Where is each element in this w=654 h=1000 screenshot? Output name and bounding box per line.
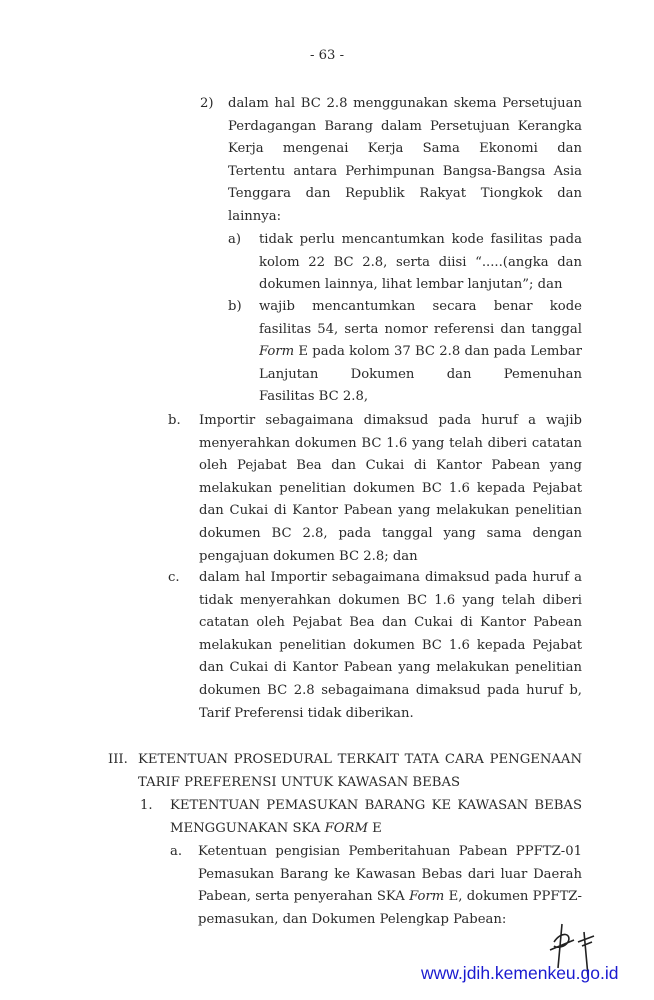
text-line: dalam hal Importir sebagaimana dimaksud pada huruf a	[199, 570, 582, 585]
page-number: - 63 -	[309, 48, 345, 63]
text-line: Lanjutan Dokumen dan Pemenuhan	[259, 366, 582, 382]
section-III	[138, 749, 582, 794]
text-line: pengajuan dokumen BC 2.8; dan	[199, 548, 418, 564]
text-line	[198, 886, 582, 909]
list-marker: a)	[228, 232, 242, 247]
italic-text: Form	[259, 344, 295, 360]
text-line: Importir sebagaimana dimaksud pada huruf a wajib	[199, 413, 582, 428]
text-line: Tertentu antara Perhimpunan Bangsa-Bangsa Asia	[228, 163, 582, 179]
text-segment: E	[367, 820, 382, 836]
text-line: dan Cukai di Kantor Pabean yang melakukan penelitian	[199, 503, 582, 519]
text-line: Kerja mengenai Kerja Sama Ekonomi dan	[228, 141, 582, 157]
text-line: dalam hal BC 2.8 menggunakan skema Persetujuan	[228, 96, 582, 111]
text-line: dokumen BC 2.8, pada tanggal yang sama dengan	[199, 525, 582, 541]
text-line: menyerahkan dokumen BC 1.6 yang telah diberi catatan	[199, 435, 582, 451]
text-line: tidak menyerahkan dokumen BC 1.6 yang telah diberi	[199, 592, 582, 608]
list-marker: 1.	[140, 798, 153, 813]
text-line: Tarif Preferensi tidak diberikan.	[199, 705, 414, 721]
text-line: catatan oleh Pejabat Bea dan Cukai di Kantor Pabean	[199, 615, 582, 631]
text-line: Fasilitas BC 2.8,	[259, 389, 369, 405]
section-III-1a	[198, 841, 582, 931]
text-line: dokumen BC 2.8 sebagaimana dimaksud pada huruf b,	[199, 682, 582, 698]
text-line: TARIF PREFERENSI UNTUK KAWASAN BEBAS	[138, 774, 461, 790]
item-2b	[259, 296, 582, 409]
text-line: wajib mencantumkan secara benar kode	[259, 299, 582, 314]
section-III-1	[170, 795, 582, 840]
text-line: oleh Pejabat Bea dan Cukai di Kantor Pabean yang	[199, 458, 582, 474]
text-line: kolom 22 BC 2.8, serta diisi “.....(angka dan	[259, 254, 582, 270]
italic-text: FORM	[324, 820, 368, 836]
text-line: lainnya:	[228, 208, 282, 224]
list-marker: 2)	[200, 96, 214, 111]
text-line: KETENTUAN PEMASUKAN BARANG KE KAWASAN BEBAS	[170, 798, 582, 813]
text-line: KETENTUAN PROSEDURAL TERKAIT TATA CARA PENGENAAN	[138, 752, 582, 767]
text-line: pemasukan, dan Dokumen Pelengkap Pabean:	[198, 911, 507, 927]
text-line: Ketentuan pengisian Pemberitahuan Pabean PPFTZ-01	[198, 844, 582, 859]
text-segment: E, dokumen PPFTZ-	[448, 889, 582, 905]
item-b	[199, 410, 582, 568]
list-marker: c.	[168, 570, 180, 585]
text-line: fasilitas 54, serta nomor referensi dan tanggal	[259, 321, 582, 337]
text-line: Tenggara dan Republik Rakyat Tiongkok dan	[228, 186, 582, 202]
list-marker: b)	[228, 299, 242, 314]
text-line: Perdagangan Barang dalam Persetujuan Kerangka	[228, 118, 582, 134]
text-line	[259, 341, 582, 364]
text-line: dokumen lainnya, lihat lembar lanjutan”; dan	[259, 277, 563, 293]
text-line: Pemasukan Barang ke Kawasan Bebas dari luar Daerah	[198, 866, 582, 882]
list-marker: III.	[108, 752, 128, 767]
item-2a	[259, 229, 582, 297]
text-line: dan Cukai di Kantor Pabean yang melakukan penelitian	[199, 660, 582, 676]
list-marker: b.	[168, 413, 181, 428]
item-2	[228, 93, 582, 229]
item-c	[199, 567, 582, 725]
text-line	[170, 818, 582, 841]
text-segment: Pabean, serta penyerahan SKA	[198, 889, 410, 905]
text-segment: E pada kolom 37 BC 2.8 dan pada Lembar	[294, 344, 582, 360]
text-line: melakukan penelitian dokumen BC 1.6 kepada Pejabat	[199, 480, 582, 496]
italic-text: Form	[409, 889, 445, 905]
text-line: melakukan penelitian dokumen BC 1.6 kepada Pejabat	[199, 637, 582, 653]
footer-url[interactable]: www.jdih.kemenkeu.go.id	[421, 963, 619, 983]
text-line: tidak perlu mencantumkan kode fasilitas pada	[259, 232, 582, 247]
text-segment: MENGGUNAKAN SKA	[170, 820, 325, 836]
list-marker: a.	[170, 844, 183, 859]
